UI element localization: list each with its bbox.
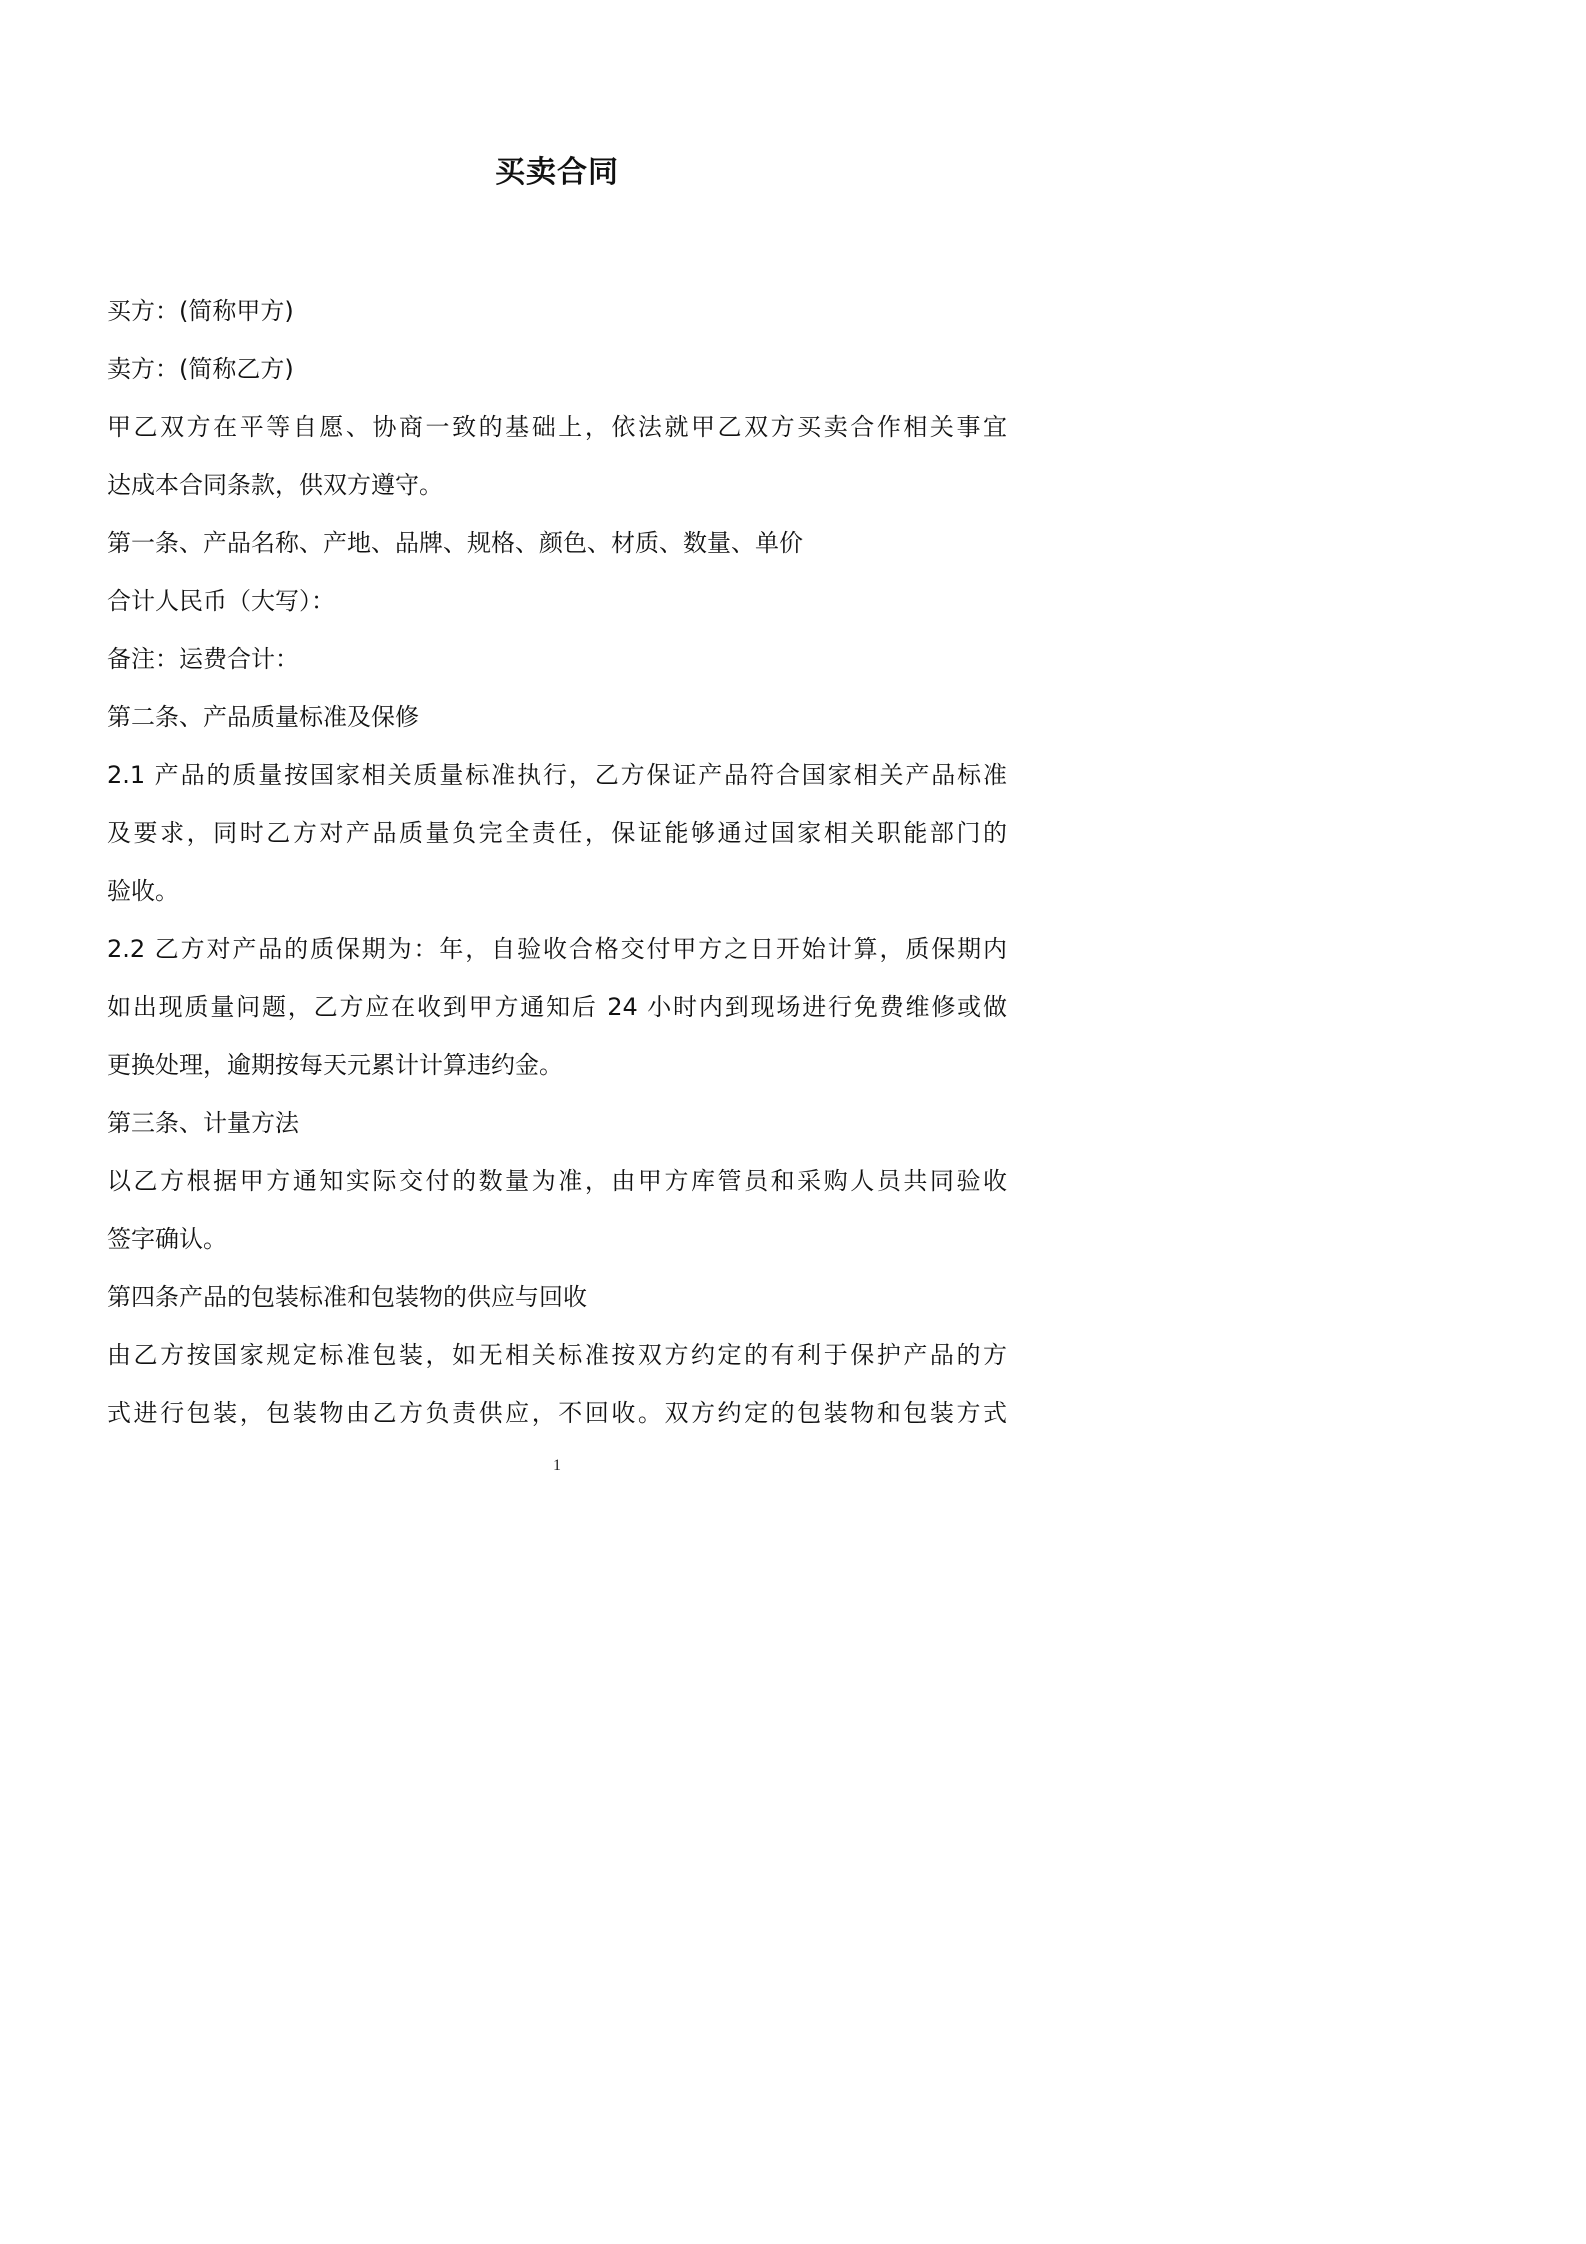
clause-2-2-line-3: 更换处理，逾期按每天元累计计算违约金。 (107, 1051, 563, 1079)
article-4-line-1: 由乙方按国家规定标准包装，如无相关标准按双方约定的有利于保护产品的方 (107, 1341, 1007, 1369)
preamble-line-1: 甲乙双方在平等自愿、协商一致的基础上，依法就甲乙双方买卖合作相关事宜 (107, 413, 1007, 441)
clause-2-1-line-1: 2.1 产品的质量按国家相关质量标准执行，乙方保证产品符合国家相关产品标准 (107, 761, 1007, 789)
article-1-heading: 第一条、产品名称、产地、品牌、规格、颜色、材质、数量、单价 (107, 529, 803, 557)
clause-2-2-line-2: 如出现质量问题，乙方应在收到甲方通知后 24 小时内到现场进行免费维修或做 (107, 993, 1007, 1021)
total-amount-line: 合计人民币（大写）： (107, 587, 335, 615)
seller-line: 卖方：(简称乙方) (107, 355, 294, 383)
preamble-line-2: 达成本合同条款，供双方遵守。 (107, 471, 443, 499)
clause-2-1-line-2: 及要求，同时乙方对产品质量负完全责任，保证能够通过国家相关职能部门的 (107, 819, 1007, 847)
article-4-heading: 第四条产品的包装标准和包装物的供应与回收 (107, 1283, 587, 1311)
article-3-heading: 第三条、计量方法 (107, 1109, 299, 1137)
remark-line: 备注：运费合计： (107, 645, 299, 673)
article-4-line-2: 式进行包装，包装物由乙方负责供应，不回收。双方约定的包装物和包装方式 (107, 1399, 1007, 1427)
article-2-heading: 第二条、产品质量标准及保修 (107, 703, 419, 731)
document-page (0, 0, 1114, 1576)
document-body (107, 282, 1007, 1442)
document-title: 买卖合同 (495, 155, 619, 190)
clause-2-2-line-1: 2.2 乙方对产品的质保期为：年，自验收合格交付甲方之日开始计算，质保期内 (107, 935, 1007, 963)
page-number: 1 (553, 1457, 561, 1474)
article-3-line-2: 签字确认。 (107, 1225, 227, 1253)
article-3-line-1: 以乙方根据甲方通知实际交付的数量为准，由甲方库管员和采购人员共同验收 (107, 1167, 1007, 1195)
clause-2-1-line-3: 验收。 (107, 877, 179, 905)
buyer-line: 买方：(简称甲方) (107, 297, 294, 325)
